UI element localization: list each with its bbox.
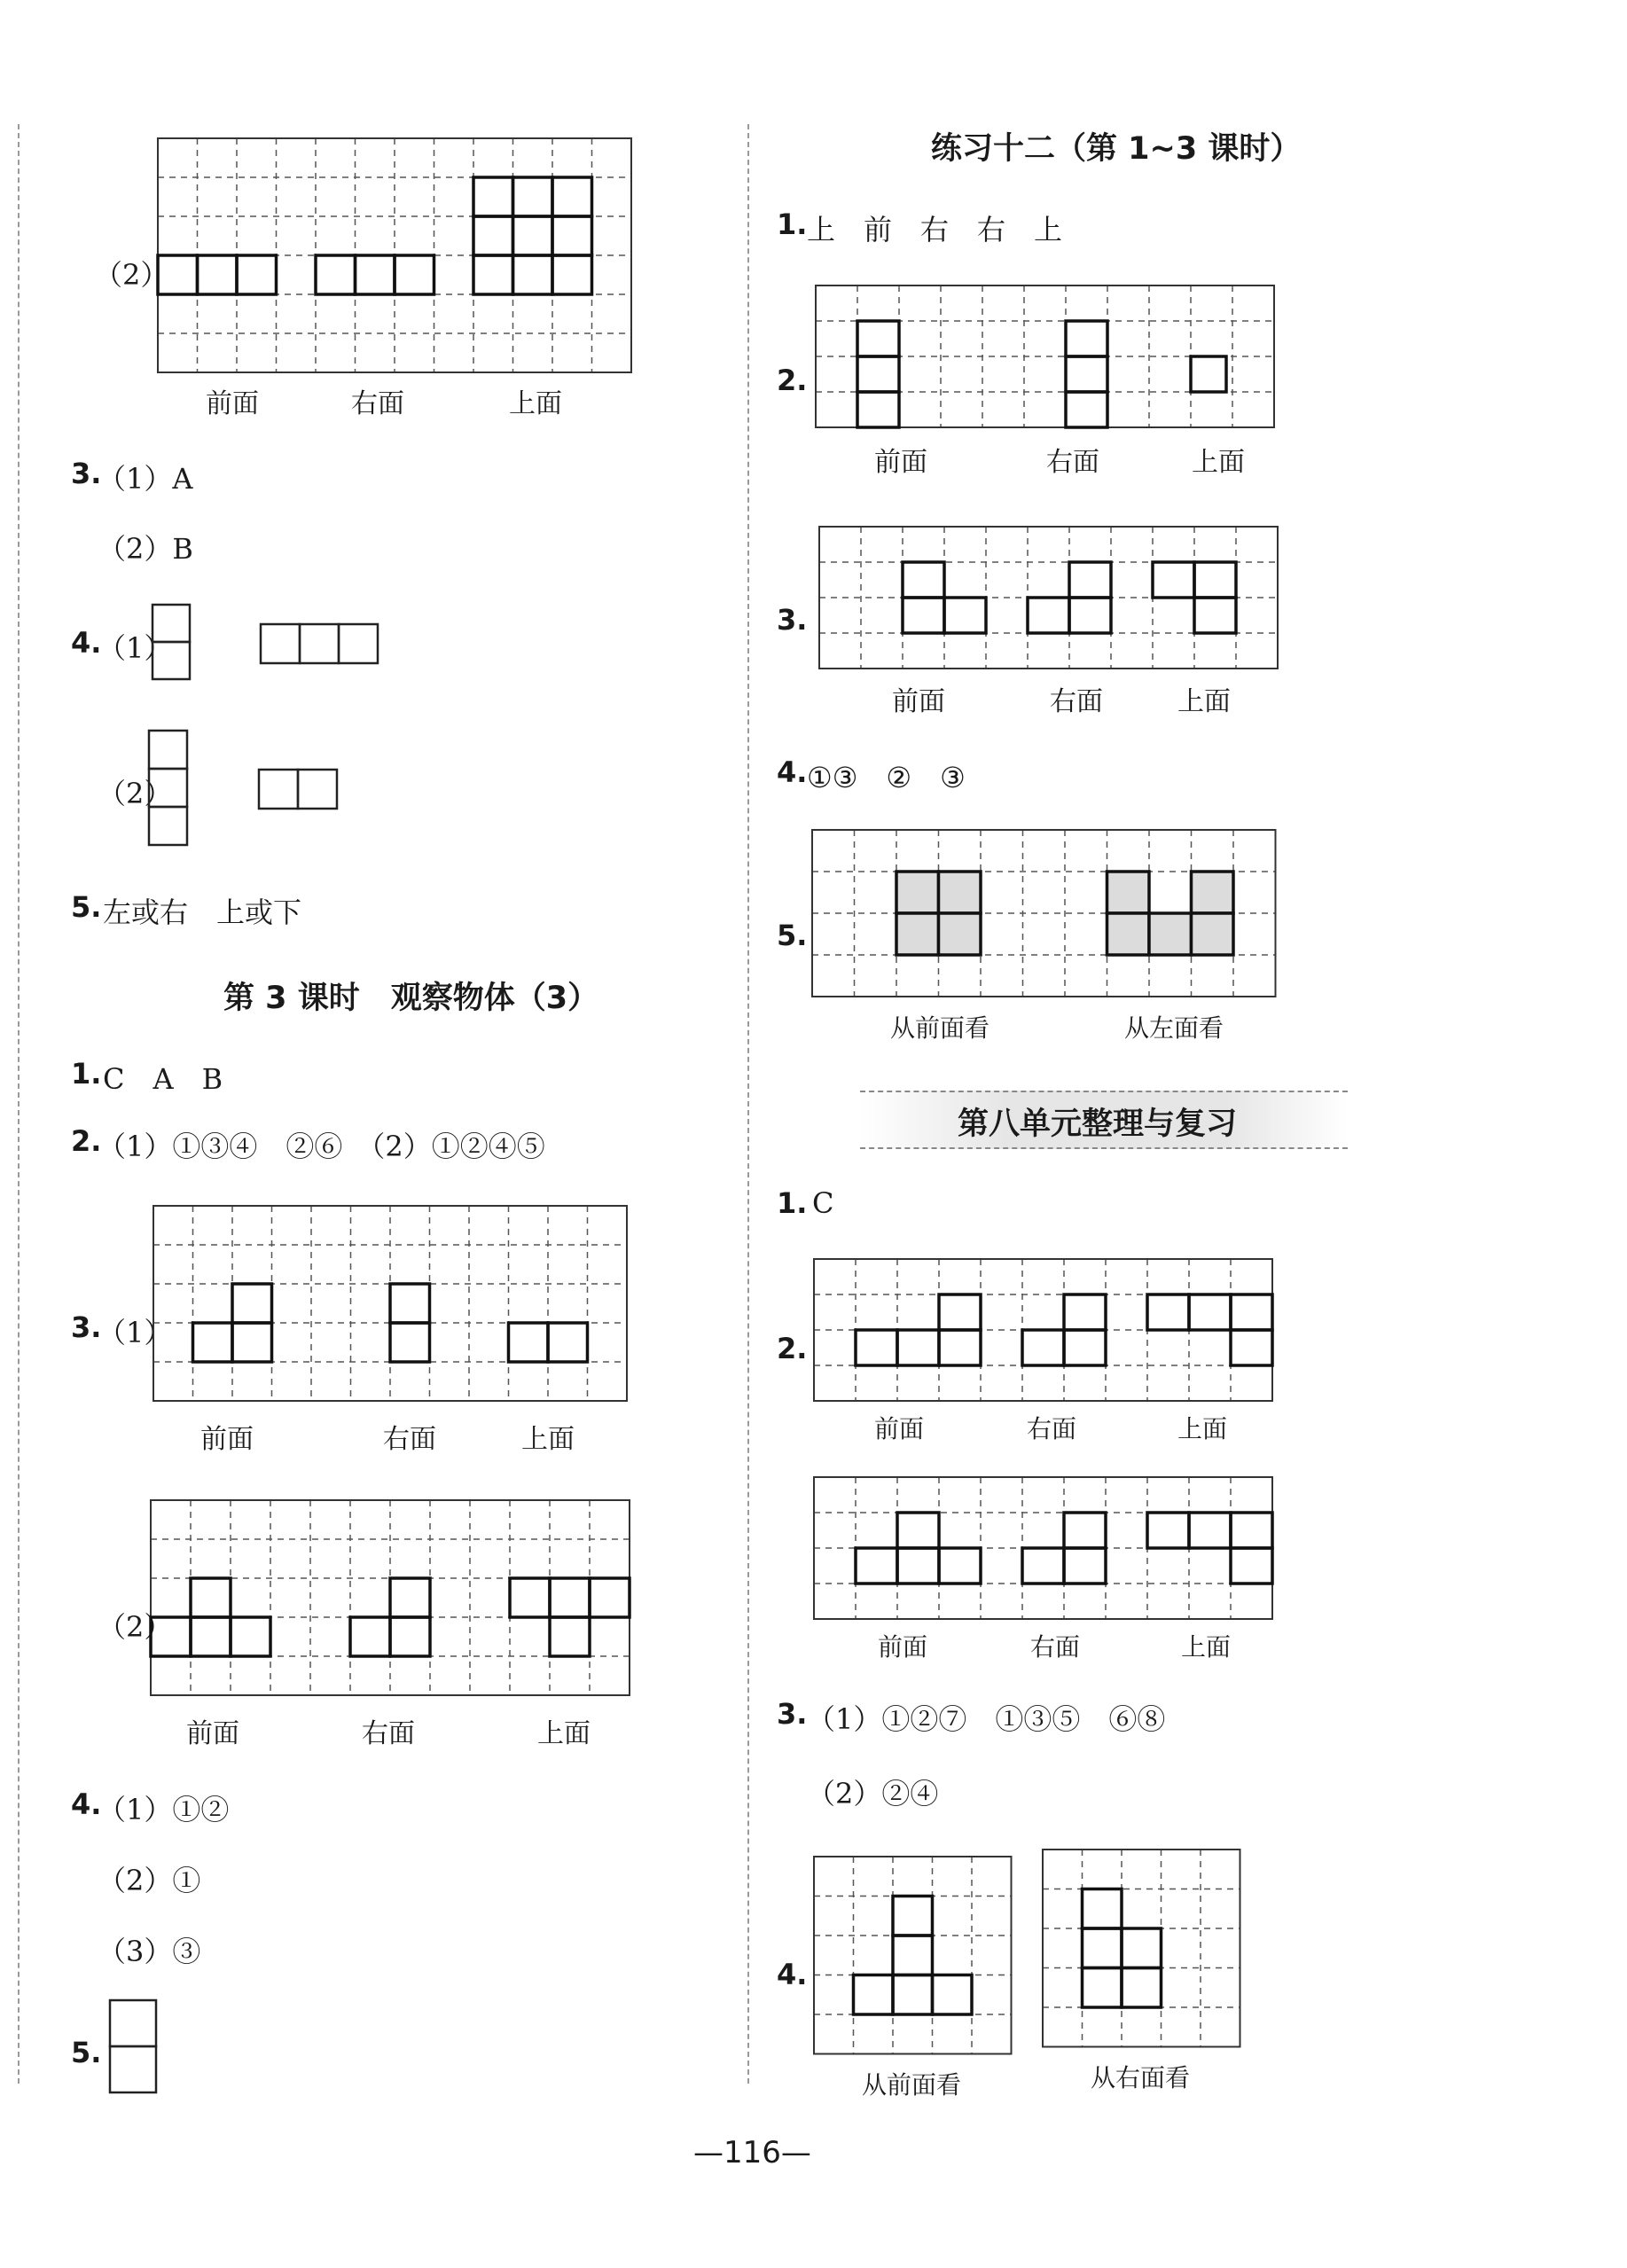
view-square <box>513 255 553 294</box>
view-square <box>198 255 238 294</box>
view-square <box>1231 1330 1272 1365</box>
view-square <box>390 1284 430 1323</box>
l3-q3-2-view-top: 上面 <box>537 1718 591 1749</box>
l3-q4-answer-2: （2）① <box>98 1864 201 1897</box>
view-square <box>510 1578 550 1617</box>
left-q4-2-shape-a <box>147 729 188 849</box>
u-q2-1-view-right: 右面 <box>1027 1414 1077 1443</box>
view-square <box>1149 913 1192 955</box>
view-square <box>1189 1513 1231 1548</box>
view-square <box>1189 1294 1231 1330</box>
view-square <box>513 216 553 255</box>
grid-border <box>1043 1850 1240 2047</box>
left-margin-line <box>18 124 20 2084</box>
view-square <box>893 1936 933 1975</box>
view-square <box>550 1578 590 1617</box>
r-q5-view-left: 从左面看 <box>1124 1013 1224 1043</box>
view-square <box>390 1617 430 1656</box>
left-q2-view-right: 右面 <box>351 388 404 419</box>
u-q2-2-view-top: 上面 <box>1181 1632 1232 1662</box>
view-square <box>1022 1330 1064 1365</box>
view-square <box>191 1617 231 1656</box>
u-q4-grid-right <box>1041 1848 1241 2048</box>
view-square <box>1066 321 1107 356</box>
view-square <box>149 769 187 807</box>
view-square <box>857 356 899 392</box>
view-square <box>509 1323 549 1362</box>
left-q2-item-label: （2） <box>94 258 169 292</box>
left-q4-label-1: （1） <box>98 631 173 665</box>
view-square <box>1231 1548 1272 1584</box>
u-q3-answer-2: （2）②④ <box>807 1777 939 1810</box>
view-square <box>158 255 198 294</box>
u-q4-grid-front <box>812 1855 1013 2055</box>
left-q5-number: 5. <box>71 890 102 924</box>
l3-q4-number: 4. <box>71 1787 102 1821</box>
u-q1-number: 1. <box>777 1186 808 1220</box>
view-square <box>939 1294 981 1330</box>
view-square <box>1191 356 1226 392</box>
view-square <box>857 392 899 427</box>
r-q2-grid <box>814 284 1275 427</box>
view-square <box>395 255 434 294</box>
left-q3-number: 3. <box>71 457 102 490</box>
view-square <box>1064 1513 1106 1548</box>
l3-q3-number: 3. <box>71 1310 102 1344</box>
left-q2-view-front: 前面 <box>206 388 259 419</box>
left-q4-label-2: （2） <box>98 777 173 810</box>
u-q2-2-view-right: 右面 <box>1030 1632 1081 1662</box>
exercise12-title: 练习十二（第 1~3 课时） <box>931 131 1302 167</box>
view-square <box>1122 1928 1162 1968</box>
left-q3-answer-1: （1）A <box>98 462 193 496</box>
left-q2-grid <box>156 137 635 376</box>
l3-q1-answer: C A B <box>103 1062 223 1096</box>
view-square <box>1064 1330 1106 1365</box>
view-square <box>857 321 899 356</box>
r-q3-number: 3. <box>777 603 808 637</box>
view-square <box>1083 1968 1122 2008</box>
view-square <box>1069 562 1111 598</box>
view-square <box>473 216 513 255</box>
left-q4-number: 4. <box>71 626 102 660</box>
view-square <box>590 1578 630 1617</box>
view-square <box>339 624 378 663</box>
r-q2-view-right: 右面 <box>1046 447 1099 478</box>
l3-q3-2-grid <box>149 1498 631 1695</box>
view-square <box>149 807 187 845</box>
u-q2-grid-2 <box>812 1475 1273 1619</box>
view-square <box>1066 392 1107 427</box>
view-square <box>1083 1928 1122 1968</box>
view-square <box>1231 1294 1272 1330</box>
view-square <box>232 1284 272 1323</box>
view-square <box>1022 1548 1064 1584</box>
l3-q2-answer: （1）①③④ ②⑥ （2）①②④⑤ <box>98 1130 545 1163</box>
grid-border <box>814 1857 1012 2054</box>
view-square <box>356 255 395 294</box>
l3-q3-label-2: （2） <box>98 1610 173 1644</box>
l3-q3-1-view-top: 上面 <box>521 1424 575 1455</box>
view-square <box>1064 1294 1106 1330</box>
lesson3-title: 第 3 课时 观察物体（3） <box>223 981 599 1016</box>
l3-q3-1-view-right: 右面 <box>383 1424 436 1455</box>
view-square <box>1069 598 1111 633</box>
r-q4-answer: ①③ ② ③ <box>807 761 966 794</box>
view-square <box>151 1617 191 1656</box>
view-square <box>552 216 592 255</box>
view-square <box>259 770 298 809</box>
u-q1-answer: C <box>812 1186 834 1220</box>
view-square <box>193 1323 233 1362</box>
view-square <box>300 624 339 663</box>
l3-q2-number: 2. <box>71 1124 102 1158</box>
view-square <box>191 1578 231 1617</box>
left-q4-1-shape-a <box>151 603 192 683</box>
l3-q3-2-view-right: 右面 <box>362 1718 415 1749</box>
view-square <box>856 1330 897 1365</box>
view-square <box>1107 913 1150 955</box>
view-square <box>896 872 939 913</box>
u-q3-number: 3. <box>777 1697 808 1731</box>
view-square <box>298 770 337 809</box>
view-square <box>1064 1548 1106 1584</box>
u-q2-number: 2. <box>777 1332 808 1365</box>
view-square <box>1028 598 1069 633</box>
r-q3-view-front: 前面 <box>892 686 945 717</box>
view-square <box>1192 913 1234 955</box>
unit8-title: 第八单元整理与复习 <box>958 1107 1238 1142</box>
view-square <box>1147 1294 1189 1330</box>
l3-q5-number: 5. <box>71 2036 102 2069</box>
view-square <box>1122 1968 1162 2008</box>
left-q3-answer-2: （2）B <box>98 532 193 566</box>
r-q4-number: 4. <box>777 755 808 789</box>
r-q1-number: 1. <box>777 207 808 241</box>
u-q4-view-right: 从右面看 <box>1091 2063 1191 2092</box>
l3-q3-2-view-front: 前面 <box>186 1718 239 1749</box>
view-square <box>232 1323 272 1362</box>
left-q2-view-top: 上面 <box>509 388 562 419</box>
view-square <box>897 1330 939 1365</box>
l3-q4-answer-3: （3）③ <box>98 1935 201 1968</box>
l3-q3-label-1: （1） <box>98 1316 173 1349</box>
u-q2-1-view-front: 前面 <box>874 1414 925 1443</box>
view-square <box>473 177 513 216</box>
l3-q4-answer-1: （1）①② <box>98 1793 230 1826</box>
view-square <box>854 1975 894 2015</box>
r-q5-grid <box>810 828 1277 998</box>
r-q3-view-top: 上面 <box>1177 686 1231 717</box>
u-q4-view-front: 从前面看 <box>862 2070 962 2100</box>
view-square <box>1194 562 1236 598</box>
l3-q5-shape <box>108 1998 156 2096</box>
view-square <box>1153 562 1194 598</box>
left-q4-1-shape-b <box>259 622 381 663</box>
view-square <box>897 1548 939 1584</box>
view-square <box>552 255 592 294</box>
view-square <box>897 1513 939 1548</box>
view-square <box>153 605 190 642</box>
r-q2-view-top: 上面 <box>1192 447 1245 478</box>
view-square <box>237 255 277 294</box>
view-square <box>939 1330 981 1365</box>
view-square <box>1192 872 1234 913</box>
u-q2-1-view-top: 上面 <box>1177 1414 1228 1443</box>
r-q2-view-front: 前面 <box>874 447 927 478</box>
view-square <box>1107 872 1150 913</box>
l3-q1-number: 1. <box>71 1057 102 1091</box>
view-square <box>1147 1513 1189 1548</box>
view-square <box>513 177 553 216</box>
view-square <box>110 2046 156 2092</box>
view-square <box>939 913 982 955</box>
view-square <box>1066 356 1107 392</box>
r-q5-number: 5. <box>777 919 808 952</box>
view-square <box>149 731 187 769</box>
r-q5-view-front: 从前面看 <box>890 1013 990 1043</box>
u-q4-number: 4. <box>777 1958 808 1991</box>
column-divider <box>747 124 749 2084</box>
view-square <box>473 255 513 294</box>
view-square <box>550 1617 590 1656</box>
view-square <box>893 1975 933 2015</box>
view-square <box>933 1975 973 2015</box>
u-q2-2-view-front: 前面 <box>878 1632 928 1662</box>
u-q3-answer-1: （1）①②⑦ ①③⑤ ⑥⑧ <box>807 1702 1166 1736</box>
l3-q3-1-view-front: 前面 <box>200 1424 254 1455</box>
view-square <box>316 255 356 294</box>
view-square <box>1194 598 1236 633</box>
view-square <box>903 598 944 633</box>
r-q3-view-right: 右面 <box>1050 686 1103 717</box>
view-square <box>939 872 982 913</box>
view-square <box>903 562 944 598</box>
view-square <box>350 1617 390 1656</box>
view-square <box>1083 1889 1122 1929</box>
view-square <box>153 642 190 679</box>
r-q2-number: 2. <box>777 364 808 397</box>
view-square <box>1231 1513 1272 1548</box>
view-square <box>390 1323 430 1362</box>
l3-q3-1-grid <box>152 1204 630 1403</box>
view-square <box>896 913 939 955</box>
view-square <box>856 1548 897 1584</box>
left-q5-answer: 左或右 上或下 <box>103 895 302 929</box>
page-number: —116— <box>693 2135 811 2170</box>
view-square <box>110 2000 156 2046</box>
view-square <box>939 1548 981 1584</box>
view-square <box>548 1323 588 1362</box>
view-square <box>261 624 300 663</box>
view-square <box>893 1897 933 1936</box>
view-square <box>231 1617 270 1656</box>
view-square <box>552 177 592 216</box>
view-square <box>944 598 986 633</box>
r-q1-answer: 上 前 右 右 上 <box>807 213 1063 246</box>
r-q3-grid <box>817 525 1277 669</box>
view-square <box>390 1578 430 1617</box>
u-q2-grid-1 <box>812 1257 1273 1401</box>
left-q4-2-shape-b <box>257 768 339 809</box>
